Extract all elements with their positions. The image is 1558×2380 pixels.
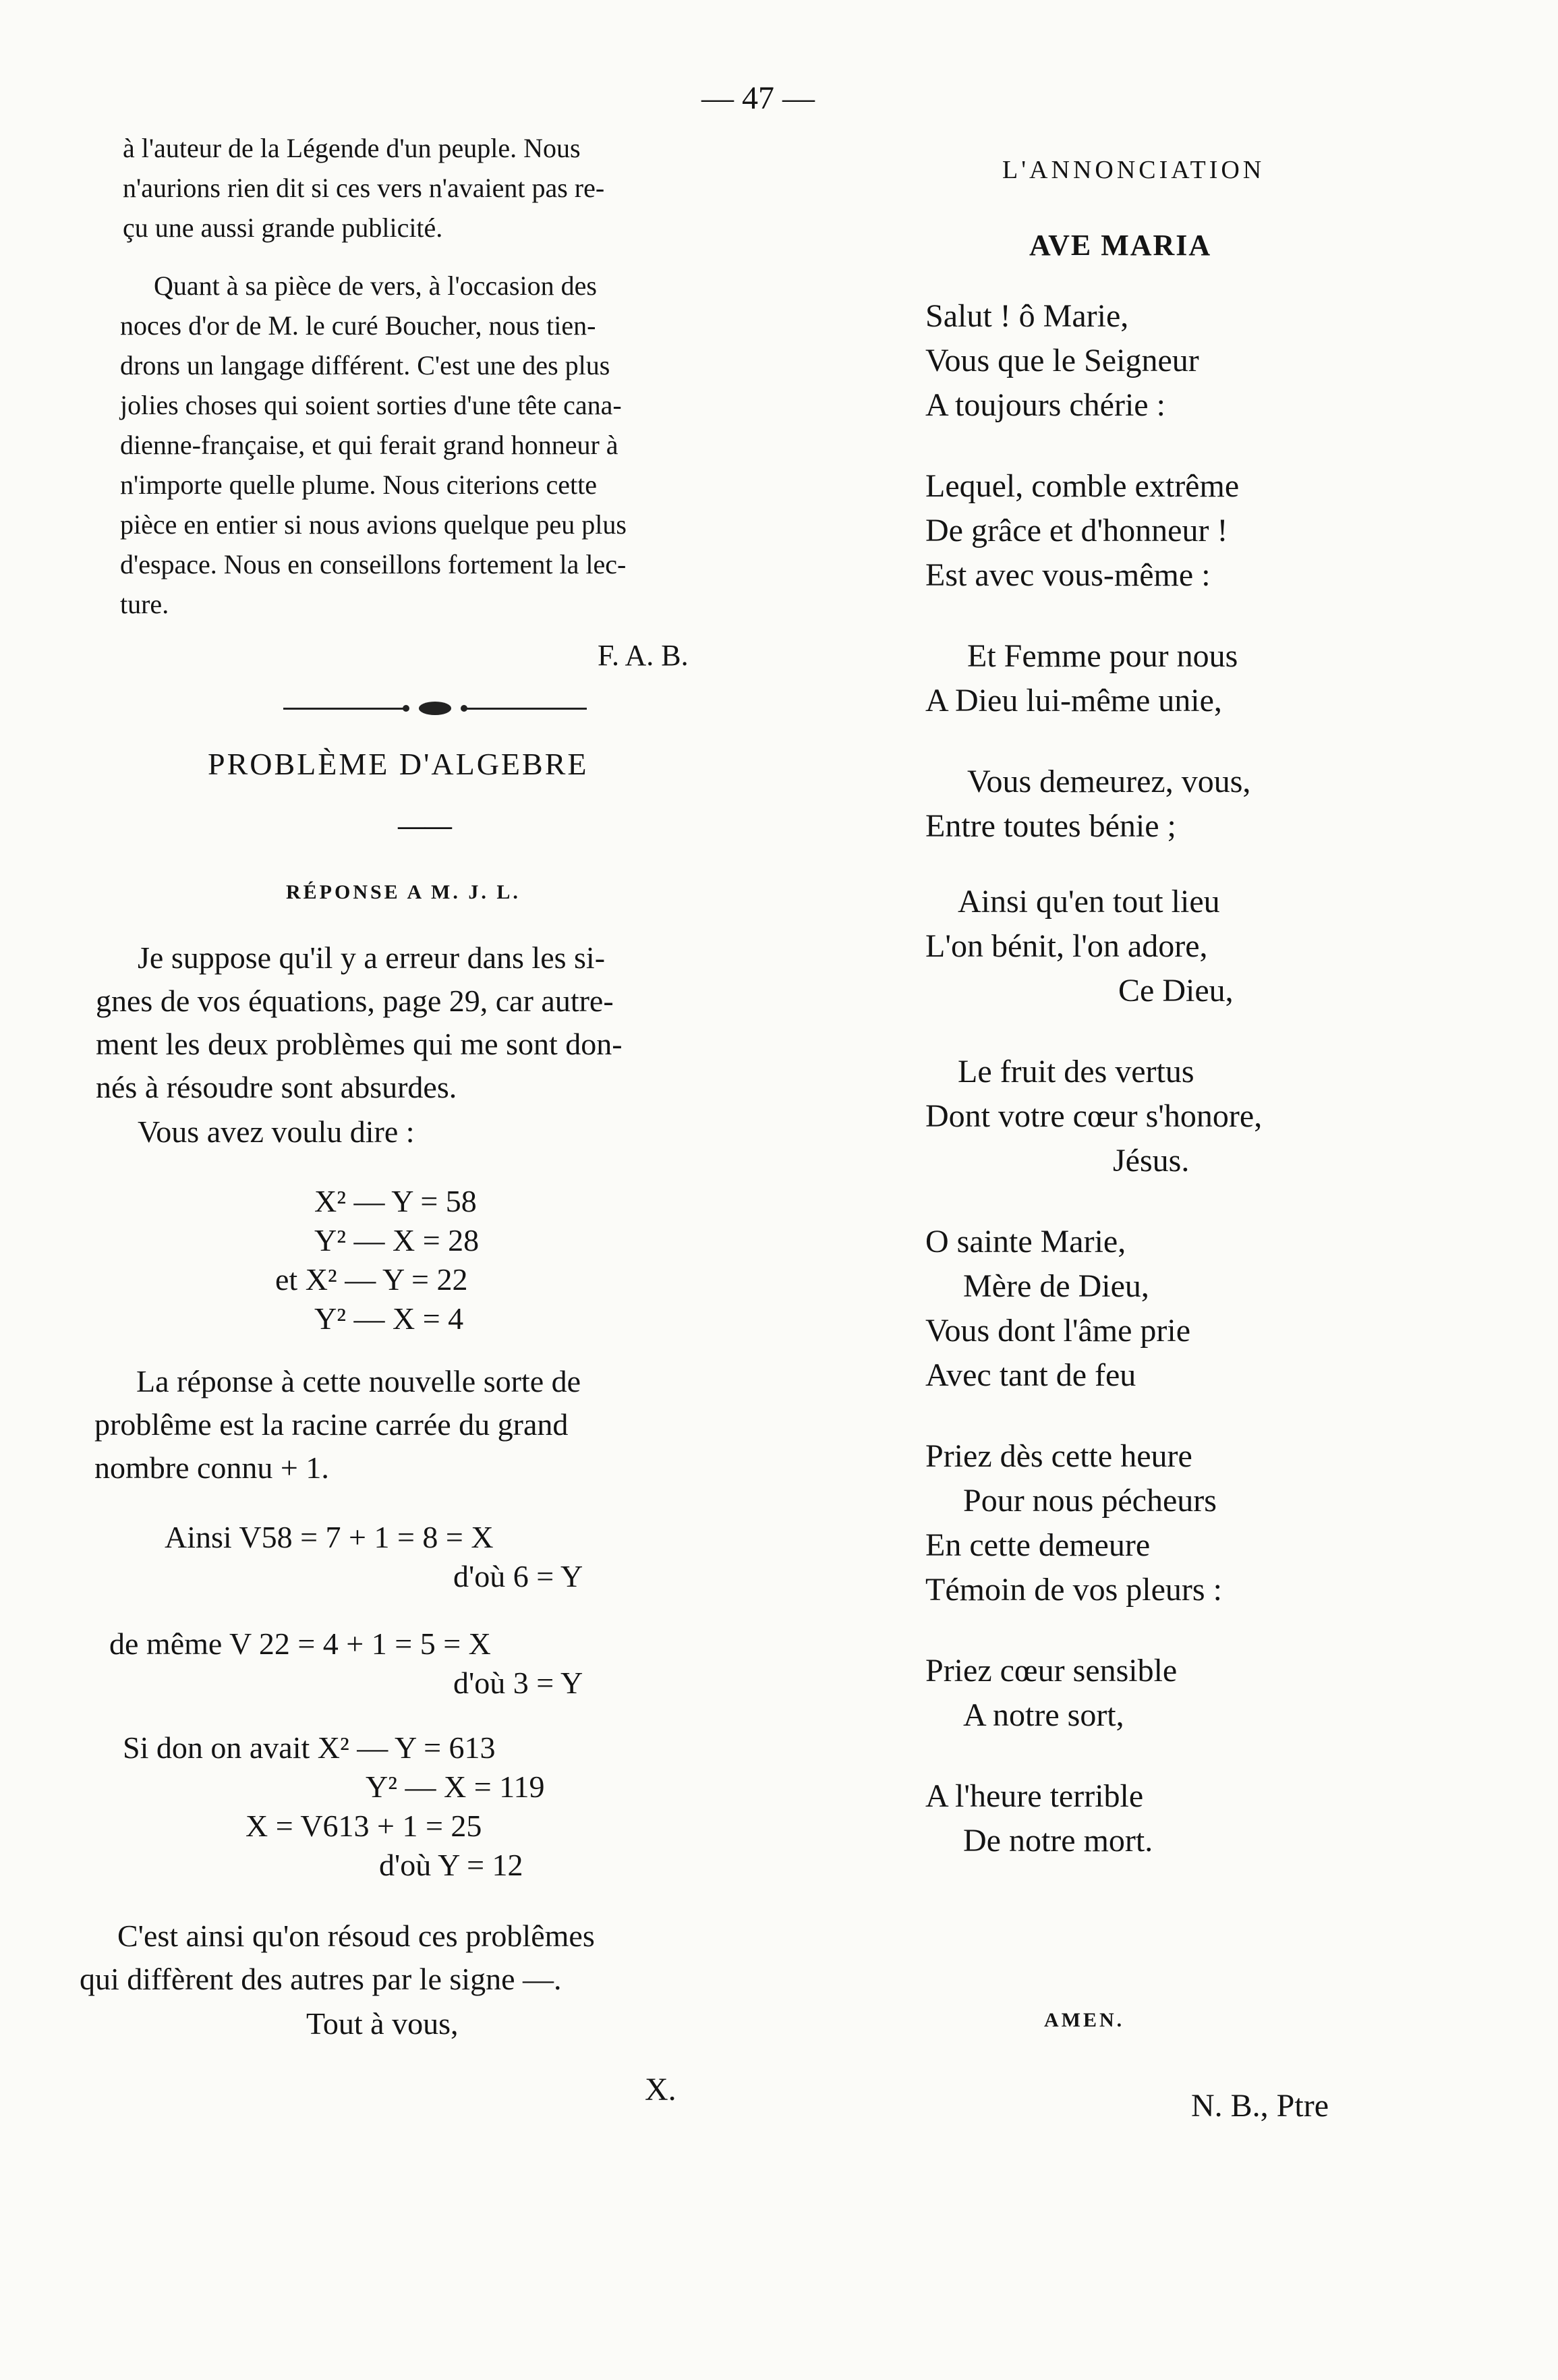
review-line: dienne-française, et qui ferait grand honneur à (120, 430, 618, 460)
intro-line: n'aurions rien dit si ces vers n'avaient pas re- (123, 173, 605, 203)
verse-line: Jésus. (1113, 1143, 1190, 1179)
poem (925, 294, 1262, 1863)
paragraph-1 (96, 936, 623, 1109)
closing-line: qui diffèrent des autres par le signe —. (80, 1962, 562, 1996)
example-line: d'où 6 = Y (453, 1559, 583, 1593)
verse-line: A Dieu lui-même unie, (925, 683, 1222, 718)
intro-line: çu une aussi grande publicité. (123, 213, 443, 243)
verse-line: A toujours chérie : (925, 387, 1165, 423)
verse-line: Dont votre cœur s'honore, (925, 1098, 1263, 1134)
equation: et X² — Y = 22 (275, 1262, 468, 1297)
page-number: — 47 — (701, 80, 815, 116)
example-3 (123, 1728, 544, 1885)
example-line: Ainsi V58 = 7 + 1 = 8 = X (165, 1520, 494, 1554)
verse-line: Entre toutes bénie ; (925, 808, 1176, 844)
stanza (925, 1050, 1262, 1183)
equation: Y² — X = 28 (314, 1223, 480, 1257)
paragraph-3-line: La réponse à cette nouvelle sorte de (136, 1364, 581, 1398)
example-line: Si don on avait X² — Y = 613 (123, 1730, 496, 1765)
review-paragraph (120, 266, 627, 624)
verse-line: Est avec vous-même : (925, 557, 1211, 593)
verse-line: L'on bénit, l'on adore, (925, 928, 1208, 964)
paragraph-3 (94, 1360, 581, 1490)
example-line: d'où 3 = Y (453, 1666, 583, 1700)
example-line: d'où Y = 12 (379, 1848, 523, 1882)
example-line: Y² — X = 119 (366, 1769, 545, 1804)
review-line: drons un langage différent. C'est une des plus (120, 350, 610, 380)
review-line: pièce en entier si nous avions quelque peu plus (120, 509, 627, 540)
verse-line: Vous dont l'âme prie (925, 1313, 1191, 1349)
verse-line: Vous demeurez, vous, (967, 764, 1251, 799)
verse-line: Le fruit des vertus (958, 1054, 1194, 1089)
ornament-rule-right (465, 708, 587, 710)
signature-x: X. (645, 2072, 676, 2107)
poem-title: L'ANNONCIATION (1002, 156, 1265, 184)
verse-line: De grâce et d'honneur ! (925, 513, 1228, 548)
amen: AMEN. (1044, 2009, 1125, 2031)
verse-line: Priez cœur sensible (925, 1653, 1178, 1689)
verse-line: Pour nous pécheurs (963, 1483, 1217, 1519)
closing-line: C'est ainsi qu'on résoud ces problêmes (117, 1919, 595, 1953)
verse-line: Vous que le Seigneur (925, 343, 1199, 378)
review-line: n'importe quelle plume. Nous citerions cette (120, 470, 598, 500)
verse-line: A notre sort, (963, 1697, 1124, 1733)
stanza (925, 294, 1262, 428)
verse-line: Témoin de vos pleurs : (925, 1572, 1222, 1608)
ornament-rule-left (283, 708, 405, 710)
ornament-diamond-icon (398, 699, 472, 718)
verse-line: Salut ! ô Marie, (925, 298, 1129, 334)
intro-paragraph (123, 128, 604, 248)
verse-line: Mère de Dieu, (963, 1268, 1149, 1304)
review-line: Quant à sa pièce de vers, à l'occasion des (154, 271, 597, 301)
example-line: X = V613 + 1 = 25 (246, 1809, 482, 1843)
paragraph-3-line: nombre connu + 1. (94, 1450, 329, 1485)
stanza (925, 880, 1262, 1013)
verse-line: De notre mort. (963, 1823, 1153, 1859)
closing-paragraph (80, 1915, 595, 2001)
intro-line: à l'auteur de la Légende d'un peuple. Nous (123, 133, 581, 163)
review-line: ture. (120, 589, 169, 619)
review-line: jolies choses qui soient sorties d'une tête cana- (120, 390, 622, 420)
paragraph-1-line: nés à résoudre sont absurdes. (96, 1070, 457, 1104)
stanza (925, 760, 1262, 849)
equations-block (275, 1182, 479, 1338)
verse-line: Ainsi qu'en tout lieu (958, 884, 1220, 919)
verse-line: En cette demeure (925, 1527, 1151, 1563)
review-signature: F. A. B. (598, 639, 689, 672)
poem-signature: N. B., Ptre (1191, 2088, 1329, 2124)
example-line: de même V 22 = 4 + 1 = 5 = X (109, 1626, 491, 1661)
verse-line: Ce Dieu, (1118, 973, 1234, 1009)
problem-title: PROBLÈME D'ALGEBRE (208, 747, 589, 781)
stanza (925, 1434, 1262, 1612)
verse-line: O sainte Marie, (925, 1224, 1126, 1259)
example-2 (109, 1624, 583, 1703)
stanza (925, 1220, 1262, 1398)
equation: X² — Y = 58 (314, 1184, 477, 1218)
verse-line: A l'heure terrible (925, 1778, 1144, 1814)
salutation: Tout à vous, (306, 2006, 459, 2041)
review-line: d'espace. Nous en conseillons fortement la lec- (120, 549, 627, 579)
verse-line: Avec tant de feu (925, 1357, 1136, 1393)
verse-line: Priez dès cette heure (925, 1438, 1192, 1474)
verse-line: Et Femme pour nous (967, 638, 1238, 674)
equation: Y² — X = 4 (314, 1301, 464, 1336)
verse-line: Lequel, comble extrême (925, 468, 1240, 504)
paragraph-1-line: gnes de vos équations, page 29, car autre- (96, 984, 614, 1018)
stanza (925, 634, 1262, 723)
stanza (925, 1774, 1262, 1863)
paragraph-3-line: problême est la racine carrée du grand (94, 1407, 569, 1442)
stanza (925, 1649, 1262, 1738)
paragraph-2: Vous avez voulu dire : (138, 1114, 415, 1149)
title-dash: —— (398, 810, 452, 841)
stanza (925, 464, 1262, 598)
reply-heading: RÉPONSE A M. J. L. (286, 881, 521, 903)
paragraph-1-line: Je suppose qu'il y a erreur dans les si- (138, 940, 606, 975)
poem-subtitle: AVE MARIA (1029, 229, 1212, 262)
paragraph-1-line: ment les deux problèmes qui me sont don- (96, 1027, 623, 1061)
review-line: noces d'or de M. le curé Boucher, nous tien- (120, 310, 596, 341)
example-1 (165, 1518, 583, 1596)
